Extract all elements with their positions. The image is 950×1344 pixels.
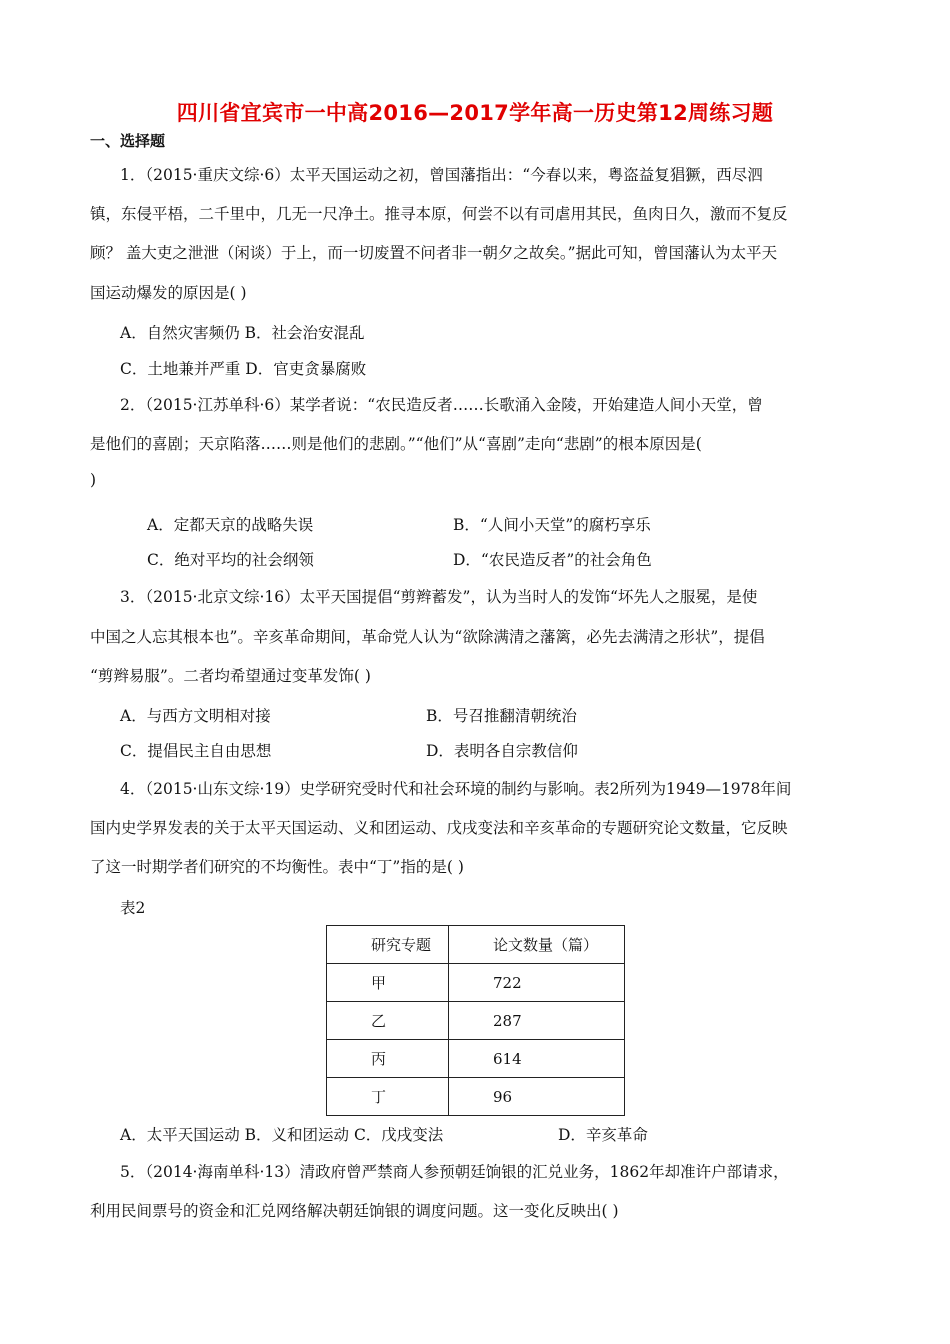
q2-line-1: 2．（2015·江苏单科·6）某学者说：“农民造反者……长歌涌入金陵，开始建造人间小天堂，曾	[120, 396, 763, 414]
table-row	[327, 964, 625, 1002]
q3-option-b: B．号召推翻清朝统治	[426, 707, 577, 725]
q3-line-1: 3．（2015·北京文综·16）太平天国提倡“剪辫蓄发”，认为当时人的发饰“坏先人之服冕，是使	[120, 588, 758, 606]
document-title: 四川省宜宾市一中高2016—2017学年高一历史第12周练习题	[176, 101, 774, 125]
q2-option-b: B．“人间小天堂”的腐朽享乐	[453, 516, 651, 534]
paper-count-table	[326, 925, 625, 1116]
q1-options-row-1: A．自然灾害频仍 B．社会治安混乱	[120, 324, 365, 342]
q4-line-1: 4．（2015·山东文综·19）史学研究受时代和社会环境的制约与影响。表2所列为1949—1978年间	[120, 780, 792, 798]
q1-options-row-2: C．土地兼并严重 D．官吏贪暴腐败	[120, 360, 367, 378]
q1-line-1: 1．（2015·重庆文综·6）太平天国运动之初，曾国藩指出：“今春以来，粤盗益复猖獗，西尽泗	[120, 166, 763, 184]
q3-line-2: 中国之人忘其根本也”。辛亥革命期间，革命党人认为“欲除满清之藩篱，必先去满清之形状”，提倡	[90, 628, 765, 646]
q3-line-3: “剪辫易服”。二者均希望通过变革发饰( )	[90, 667, 371, 685]
q2-option-d: D．“农民造反者”的社会角色	[453, 551, 652, 569]
table-cell-topic: 乙	[327, 1002, 449, 1040]
table-header-row	[327, 926, 625, 964]
q2-option-a: A．定都天京的战略失误	[147, 516, 314, 534]
table-header-topic: 研究专题	[327, 926, 449, 964]
q2-line-2: 是他们的喜剧；天京陷落……则是他们的悲剧。”“他们”从“喜剧”走向“悲剧”的根本原因是(	[90, 435, 702, 453]
table-cell-count: 614	[449, 1040, 625, 1078]
table-cell-topic: 丙	[327, 1040, 449, 1078]
q4-options-a-c: A．太平天国运动 B．义和团运动 C．戊戌变法	[120, 1126, 444, 1144]
table-cell-count: 722	[449, 964, 625, 1002]
q5-line-2: 利用民间票号的资金和汇兑网络解决朝廷饷银的调度问题。这一变化反映出( )	[90, 1202, 619, 1220]
table-cell-topic: 丁	[327, 1078, 449, 1116]
q4-line-3: 了这一时期学者们研究的不均衡性。表中“丁”指的是( )	[90, 858, 464, 876]
q1-line-3: 顾？ 盖大吏之泄泄（闲谈）于上，而一切废置不问者非一朝夕之故矣。”据此可知，曾国藩认为太平天	[90, 244, 778, 262]
table-row	[327, 1040, 625, 1078]
q2-line-3: )	[90, 471, 97, 489]
q4-line-2: 国内史学界发表的关于太平天国运动、义和团运动、戊戌变法和辛亥革命的专题研究论文数量，它反映	[90, 819, 788, 837]
q3-option-c: C．提倡民主自由思想	[120, 742, 272, 760]
section-heading: 一、选择题	[90, 132, 166, 150]
table-label: 表2	[120, 899, 146, 917]
table-cell-count: 287	[449, 1002, 625, 1040]
q2-option-c: C．绝对平均的社会纲领	[147, 551, 314, 569]
table-cell-count: 96	[449, 1078, 625, 1116]
q1-line-2: 镇，东侵平梧，二千里中，几无一尺净土。推寻本原，何尝不以有司虐用其民，鱼肉日久，激而不复反	[90, 205, 788, 223]
q5-line-1: 5．（2014·海南单科·13）清政府曾严禁商人参预朝廷饷银的汇兑业务，1862年却准许户部请求，	[120, 1163, 789, 1181]
table-header-count: 论文数量（篇）	[449, 926, 625, 964]
q3-option-d: D．表明各自宗教信仰	[426, 742, 578, 760]
q3-option-a: A．与西方文明相对接	[120, 707, 271, 725]
table-row	[327, 1078, 625, 1116]
q4-option-d: D．辛亥革命	[558, 1126, 648, 1144]
table-cell-topic: 甲	[327, 964, 449, 1002]
q1-line-4: 国运动爆发的原因是( )	[90, 284, 247, 302]
table-row	[327, 1002, 625, 1040]
